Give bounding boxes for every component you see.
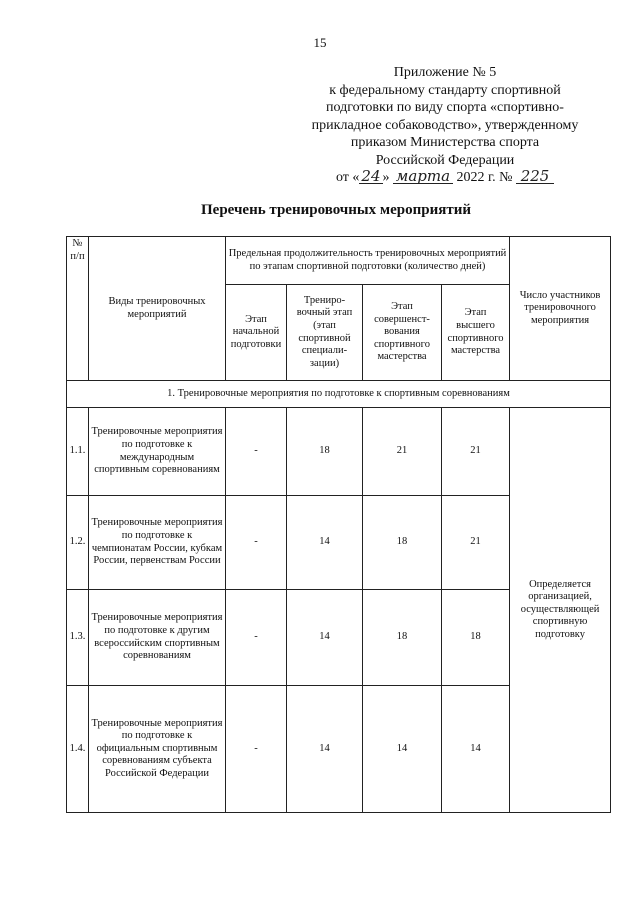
training-events-table	[66, 236, 611, 813]
order-date-line	[290, 169, 600, 187]
date-prefix: от «	[335, 170, 360, 185]
section-row	[67, 381, 611, 408]
row-kind: Тренировочные мероприятия по подготовке к международным спортивным соревнованиям	[89, 408, 226, 496]
row-num: 1.4.	[67, 686, 89, 813]
section-title: 1. Тренировочные мероприятия по подготовке к спортивным соревнованиям	[67, 381, 611, 408]
page-number: 15	[313, 35, 327, 50]
appendix-line: Приложение № 5	[393, 65, 497, 80]
row-kind: Тренировочные мероприятия по подготовке к другим всероссийским спортивным соревнованиям	[89, 590, 226, 686]
handwritten-order-number: 225	[516, 169, 554, 184]
header-stage-initial: Этап начальной подготовки	[226, 285, 287, 381]
appendix-line: прикладное собаководство», утвержденному	[311, 117, 579, 133]
handwritten-day: 24	[361, 167, 381, 185]
appendix-line: приказом Министерства спорта	[350, 135, 540, 150]
row-num: 1.1.	[67, 408, 89, 496]
table-header-row	[67, 237, 611, 285]
row-kind: Тренировочные мероприятия по подготовке к официальным спортивным соревнованиям субъекта Российской Федерации	[89, 686, 226, 813]
row-improvement: 14	[363, 686, 442, 813]
date-year-text: 2022 г. №	[456, 170, 513, 185]
header-kinds: Виды тренировочных мероприятий	[89, 237, 226, 381]
row-initial: -	[226, 590, 287, 686]
row-training: 14	[287, 590, 363, 686]
row-highest: 21	[442, 408, 510, 496]
appendix-block	[290, 64, 600, 187]
appendix-line: подготовки по виду спорта «спортивно-	[326, 100, 564, 115]
row-initial: -	[226, 496, 287, 590]
row-num: 1.2.	[67, 496, 89, 590]
header-duration-group: Предельная продолжительность тренировочных мероприятий по этапам спортивной подготовки (количество дней)	[226, 237, 510, 285]
header-stage-improvement: Этап совершенст-вования спортивного мастерства	[363, 285, 442, 381]
row-highest: 14	[442, 686, 510, 813]
row-initial: -	[226, 408, 287, 496]
row-kind: Тренировочные мероприятия по подготовке к чемпионатам России, кубкам России, первенствам России	[89, 496, 226, 590]
row-training: 18	[287, 408, 363, 496]
header-num: № п/п	[67, 237, 89, 381]
row-initial: -	[226, 686, 287, 813]
row-highest: 18	[442, 590, 510, 686]
participants-value: Определяется организацией, осуществляющей спортивную подготовку	[510, 408, 611, 813]
appendix-line: Российской Федерации	[375, 152, 515, 168]
row-num: 1.3.	[67, 590, 89, 686]
row-improvement: 18	[363, 496, 442, 590]
row-improvement: 18	[363, 590, 442, 686]
appendix-line: к федеральному стандарту спортивной	[329, 82, 561, 98]
date-day-suffix: »	[382, 170, 390, 185]
handwritten-month: марта	[393, 169, 453, 184]
document-title: Перечень тренировочных мероприятий	[201, 202, 471, 218]
header-participants: Число участников тренировочного мероприятия	[510, 237, 611, 381]
row-highest: 21	[442, 496, 510, 590]
row-training: 14	[287, 496, 363, 590]
table-row	[67, 408, 611, 496]
header-stage-highest: Этап высшего спортивного мастерства	[442, 285, 510, 381]
row-improvement: 21	[363, 408, 442, 496]
row-training: 14	[287, 686, 363, 813]
header-stage-training: Трениро-вочный этап (этап спортивной специали-зации)	[287, 285, 363, 381]
